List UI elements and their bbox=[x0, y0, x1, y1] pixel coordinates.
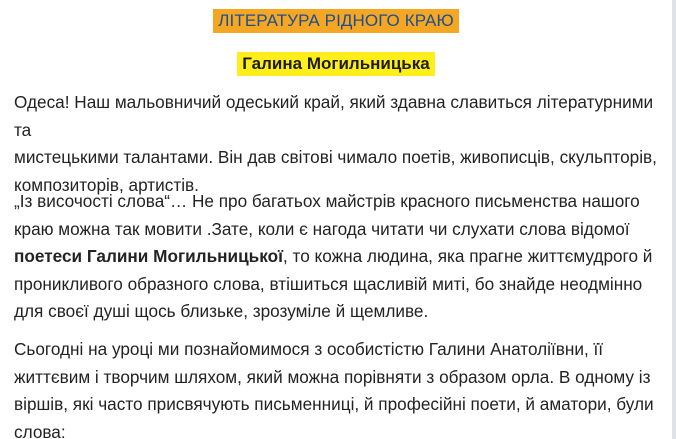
page-edge-divider bbox=[672, 0, 676, 439]
text-line: слова: bbox=[14, 421, 66, 439]
text-line: для своєї душі щось близьке, зрозуміле й щемливе. bbox=[14, 301, 429, 321]
section-title: ЛІТЕРАТУРА РІДНОГО КРАЮ bbox=[213, 9, 458, 33]
lesson-paragraph bbox=[14, 336, 664, 439]
text-line: композиторів, артистів. bbox=[14, 174, 199, 195]
text-line: „Із височості слова“… Не про багатьох майстрів красного письменства нашого bbox=[14, 191, 640, 211]
poet-name-bold: поетеси Галини Могильницької bbox=[14, 246, 283, 266]
author-name-row bbox=[0, 52, 672, 76]
section-title-row bbox=[0, 9, 672, 33]
quote-paragraph bbox=[14, 188, 664, 326]
text-line: мистецькими талантами. Він дав світові чимало поетів, живописців, скульпторів, bbox=[14, 147, 657, 167]
text-line: віршів, які часто присвячують письменниці, й професійні поети, й аматори, були bbox=[14, 394, 654, 414]
text-line: Одеса! Наш мальовничий одеський край, який здавна славиться літературними та bbox=[14, 92, 654, 140]
text-line: життєвим і творчим шляхом, який можна порівняти з образом орла. В одному із bbox=[14, 366, 651, 387]
text-line: Сьогодні на уроці ми познайомимося з особистістю Галини Анатоліївни, її bbox=[14, 339, 604, 359]
author-name: Галина Могильницька bbox=[237, 52, 434, 76]
text-line: , то кожна людина, яка прагне життємудрого й bbox=[282, 246, 653, 266]
text-line: проникливого образного слова, втішиться щасливій миті, бо знайде неодмінно bbox=[14, 273, 643, 294]
text-line: краю можна так мовити .Зате, коли є нагода читати чи слухати слова відомої bbox=[14, 218, 630, 239]
intro-paragraph bbox=[14, 89, 664, 199]
